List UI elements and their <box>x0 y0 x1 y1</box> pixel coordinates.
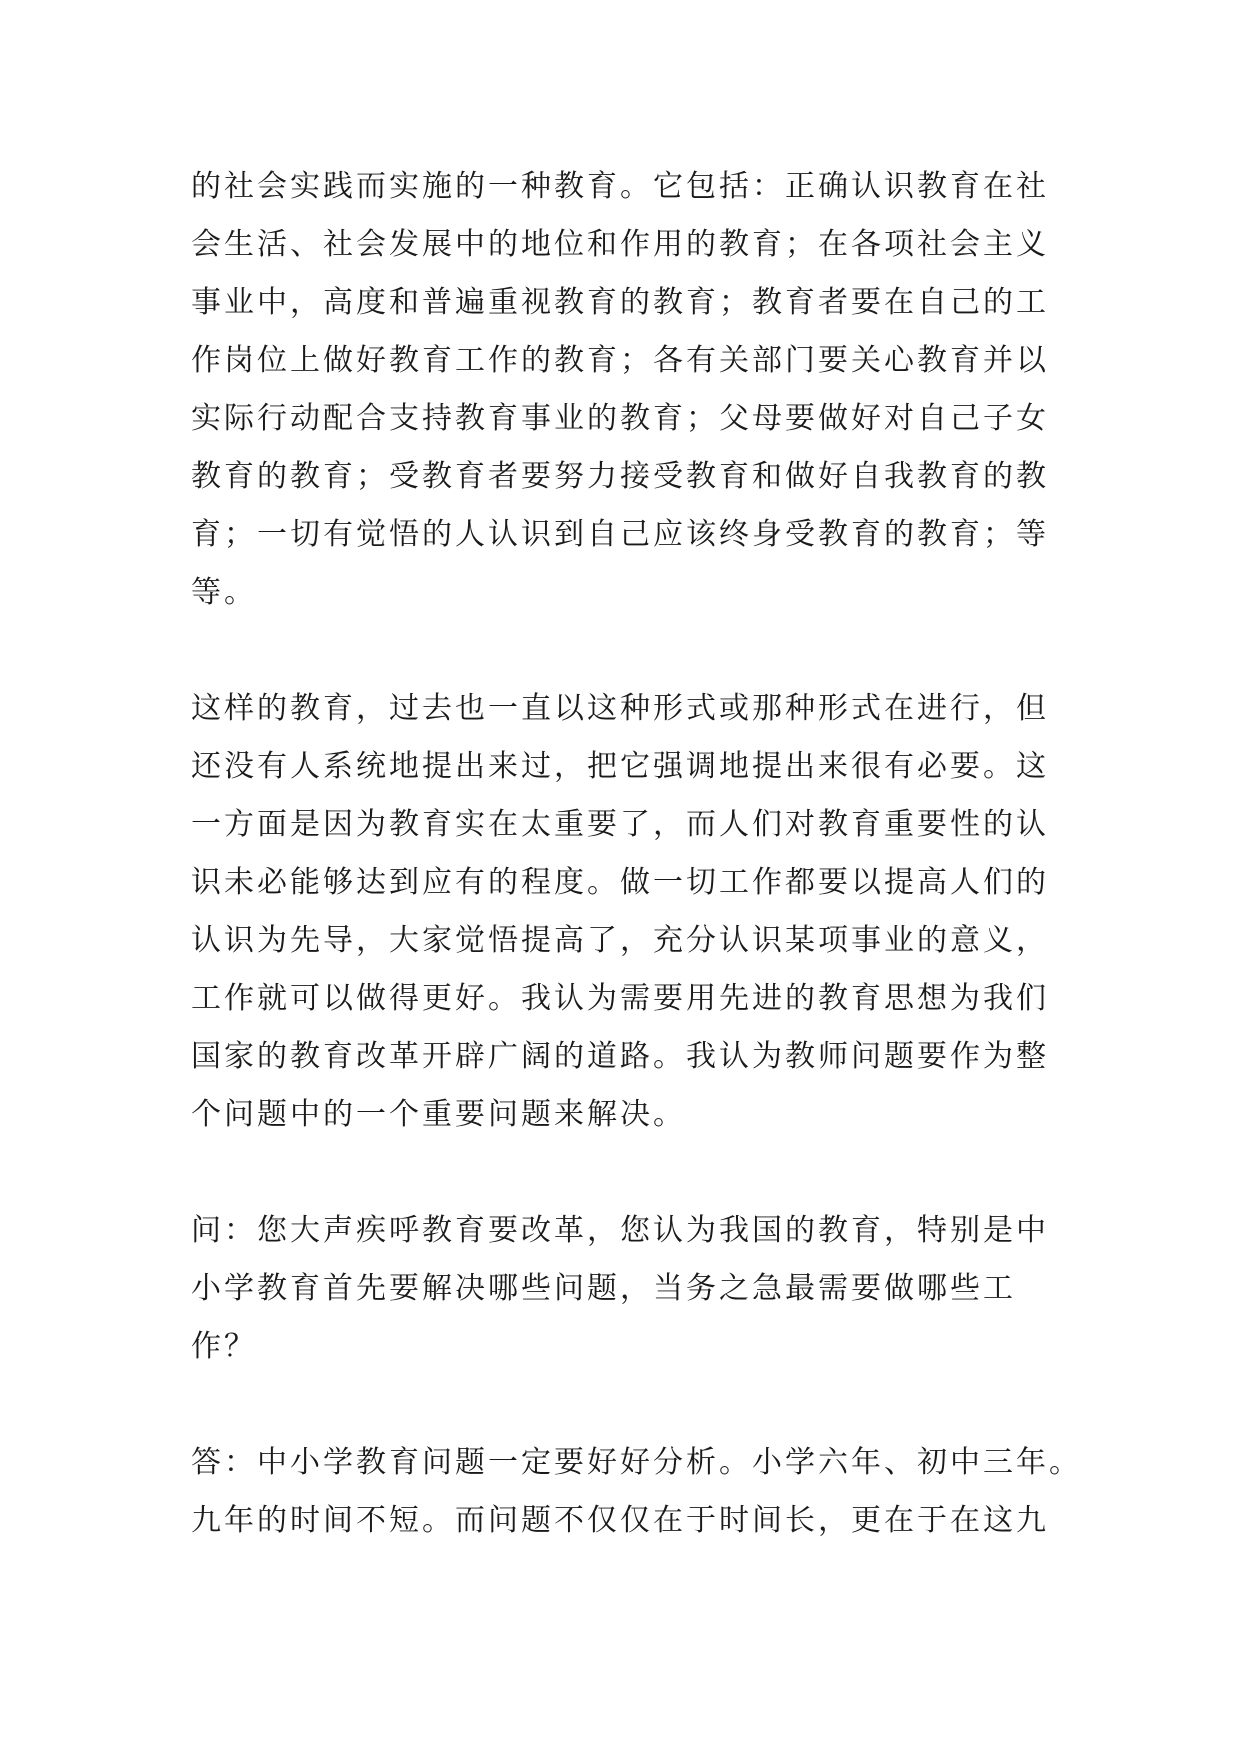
text-line: 还没有人系统地提出来过，把它强调地提出来很有必要。这 <box>191 749 1049 784</box>
text-line: 九年的时间不短。而问题不仅仅在于时间长，更在于在这九 <box>191 1503 1049 1538</box>
text-line: 问：您大声疾呼教育要改革，您认为我国的教育，特别是中 <box>191 1213 1049 1248</box>
text-line: 会生活、社会发展中的地位和作用的教育；在各项社会主义 <box>191 227 1049 262</box>
document-body <box>191 158 1082 1608</box>
text-line: 国家的教育改革开辟广阔的道路。我认为教师问题要作为整 <box>191 1039 1049 1074</box>
text-line: 事业中，高度和普遍重视教育的教育；教育者要在自己的工 <box>191 285 1049 320</box>
text-line: 教育的教育；受教育者要努力接受教育和做好自我教育的教 <box>191 459 1049 494</box>
text-line: 作？ <box>191 1329 257 1364</box>
paragraph-education-importance <box>191 680 1061 1144</box>
text-line: 等。 <box>191 575 257 610</box>
text-line: 实际行动配合支持教育事业的教育；父母要做好对自己子女 <box>191 401 1049 436</box>
paragraph-question <box>191 1202 1061 1376</box>
text-line: 育；一切有觉悟的人认识到自己应该终身受教育的教育；等 <box>191 517 1049 552</box>
text-line: 一方面是因为教育实在太重要了，而人们对教育重要性的认 <box>191 807 1049 842</box>
text-line: 识未必能够达到应有的程度。做一切工作都要以提高人们的 <box>191 865 1049 900</box>
text-line: 小学教育首先要解决哪些问题，当务之急最需要做哪些工 <box>191 1271 1016 1306</box>
text-line: 认识为先导，大家觉悟提高了，充分认识某项事业的意义， <box>191 923 1049 958</box>
text-line: 个问题中的一个重要问题来解决。 <box>191 1097 686 1132</box>
text-line: 这样的教育，过去也一直以这种形式或那种形式在进行，但 <box>191 691 1049 726</box>
text-line: 答：中小学教育问题一定要好好分析。小学六年、初中三年。 <box>191 1445 1082 1480</box>
text-line: 的社会实践而实施的一种教育。它包括：正确认识教育在社 <box>191 169 1049 204</box>
paragraph-answer <box>191 1434 1082 1550</box>
text-line: 作岗位上做好教育工作的教育；各有关部门要关心教育并以 <box>191 343 1049 378</box>
text-line: 工作就可以做得更好。我认为需要用先进的教育思想为我们 <box>191 981 1049 1016</box>
paragraph-education-content <box>191 158 1061 622</box>
